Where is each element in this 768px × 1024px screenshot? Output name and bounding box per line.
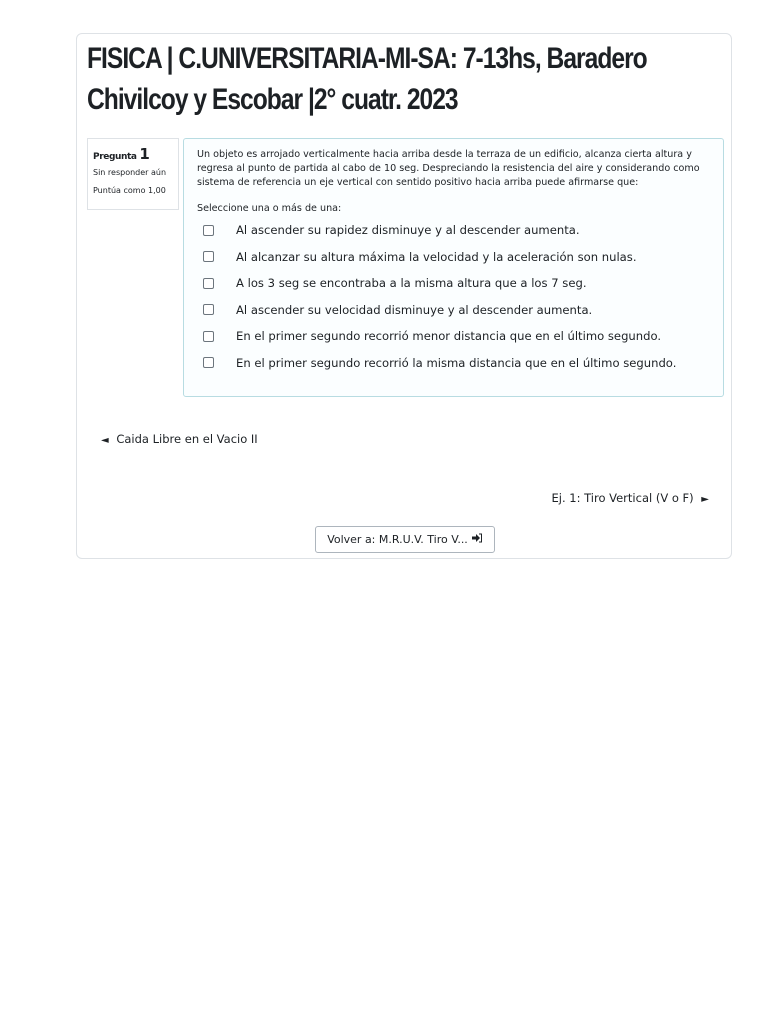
course-title-line2: Chivilcoy y Escobar |2° cuatr. 2023	[87, 83, 458, 116]
answer-option[interactable]	[197, 244, 710, 271]
answer-option[interactable]	[197, 217, 710, 244]
checkbox[interactable]	[203, 251, 214, 262]
previous-activity-link[interactable]	[101, 432, 258, 446]
answer-option[interactable]	[197, 297, 710, 324]
checkbox[interactable]	[203, 357, 214, 368]
previous-activity-label: Caida Libre en el Vacio II	[116, 432, 258, 446]
question-number	[93, 145, 173, 163]
arrow-right-icon: ►	[701, 494, 709, 505]
checkbox[interactable]	[203, 278, 214, 289]
checkbox[interactable]	[203, 331, 214, 342]
question-number-value: 1	[139, 145, 150, 163]
answer-option[interactable]	[197, 350, 710, 377]
back-to-section-button[interactable]	[315, 526, 495, 553]
arrow-left-icon: ◄	[101, 435, 109, 446]
checkbox[interactable]	[203, 225, 214, 236]
answer-option-label: Al ascender su velocidad disminuye y al descender aumenta.	[236, 302, 593, 317]
question-content	[183, 138, 724, 397]
answer-prompt: Seleccione una o más de una:	[197, 203, 342, 214]
answer-option-label: En el primer segundo recorrió la misma distancia que en el último segundo.	[236, 355, 677, 370]
answer-option-label: Al ascender su rapidez disminuye y al descender aumenta.	[236, 223, 580, 238]
answer-options	[197, 217, 710, 376]
course-title	[87, 38, 710, 120]
answer-option-label: En el primer segundo recorrió menor distancia que en el último segundo.	[236, 329, 662, 344]
answer-option[interactable]	[197, 323, 710, 350]
question-grade: Puntúa como 1,00	[93, 186, 166, 195]
question-text: Un objeto es arrojado verticalmente hacia arriba desde la terraza de un edificio, alcanza cierta altura y regresa al punto de partida al cabo de 10 seg. Despreciando la resistencia del aire y considerando como sistema de referencia un eje vertical con sentido positivo hacia arriba puede afirmarse que:	[197, 149, 700, 188]
answer-option[interactable]	[197, 270, 710, 297]
question-state: Sin responder aún	[93, 168, 167, 177]
answer-option-label: Al alcanzar su altura máxima la velocidad y la aceleración son nulas.	[236, 249, 637, 264]
question-label: Pregunta	[93, 152, 137, 162]
checkbox[interactable]	[203, 304, 214, 315]
next-activity-link[interactable]	[551, 491, 709, 505]
course-title-line1: FISICA | C.UNIVERSITARIA-MI-SA: 7-13hs, Baradero	[87, 42, 647, 75]
activity-card	[76, 33, 732, 559]
answer-option-label: A los 3 seg se encontraba a la misma altura que a los 7 seg.	[236, 276, 587, 291]
next-activity-label: Ej. 1: Tiro Vertical (V o F)	[551, 491, 694, 505]
question-info	[87, 138, 179, 210]
back-button-label: Volver a: M.R.U.V. Tiro V...	[327, 533, 468, 546]
sign-in-icon	[472, 533, 483, 546]
